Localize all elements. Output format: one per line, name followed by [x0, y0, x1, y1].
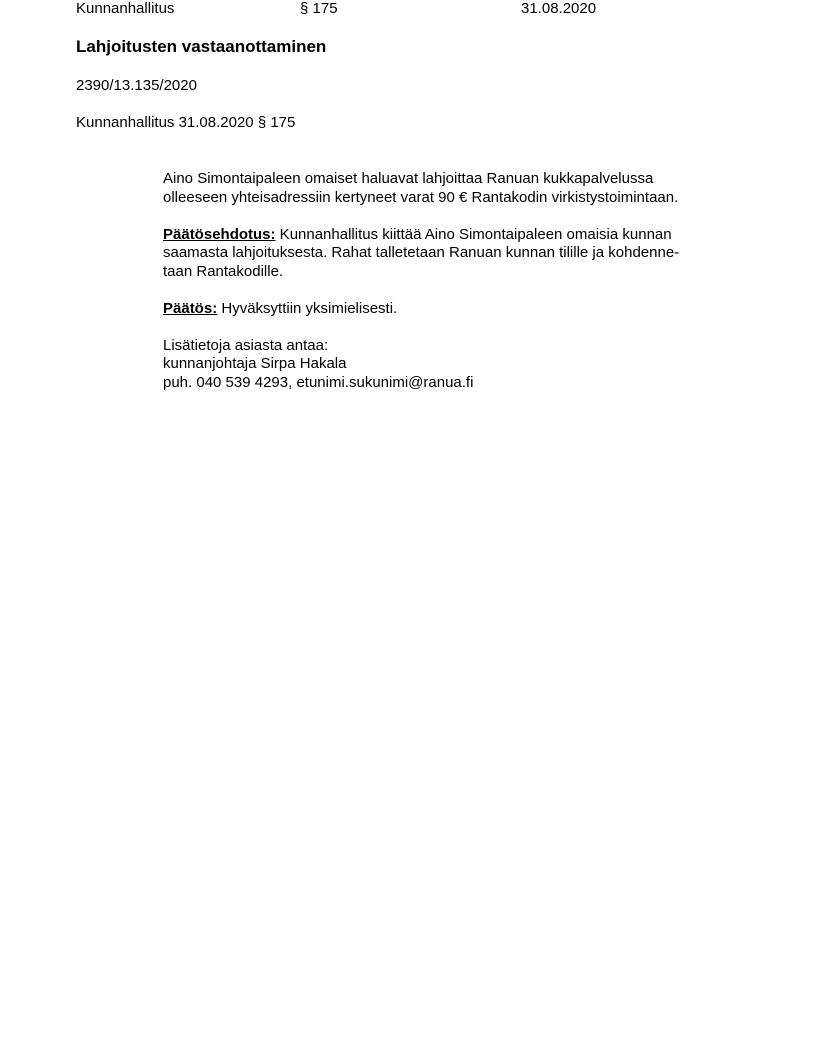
- proposal-label: Päätösehdotus:: [163, 225, 276, 243]
- document-body: [163, 170, 723, 392]
- proposal-line: taan Rantakodille.: [163, 262, 284, 280]
- page-header: [0, 0, 816, 20]
- proposal-line: saamasta lahjoituksesta. Rahat talletetaan Ranuan kunnan tilille ja kohdenne-: [163, 244, 680, 261]
- document-title: Lahjoitusten vastaanottaminen: [76, 37, 327, 56]
- intro-paragraph: [163, 170, 723, 207]
- contact-paragraph: [163, 337, 723, 393]
- decision-paragraph: [163, 300, 723, 319]
- contact-line: Lisätietoja asiasta antaa:: [163, 336, 329, 354]
- meeting-reference: Kunnanhallitus 31.08.2020 § 175: [76, 114, 296, 131]
- proposal-paragraph: [163, 226, 723, 282]
- header-body-name: Kunnanhallitus: [76, 0, 175, 17]
- proposal-text: Kunnanhallitus kiittää Aino Simontaipaleen omaisia kunnan: [275, 225, 672, 243]
- contact-details: puh. 040 539 4293, etunimi.sukunimi@ranua.fi: [163, 373, 474, 391]
- contact-person: kunnanjohtaja Sirpa Hakala: [163, 355, 347, 372]
- document-number: 2390/13.135/2020: [76, 77, 197, 94]
- decision-label: Päätös:: [163, 299, 218, 317]
- intro-line: olleeseen yhteisadressiin kertyneet varat 90 € Rantakodin virkistystoimintaan.: [163, 188, 679, 206]
- intro-line: Aino Simontaipaleen omaiset haluavat lahjoittaa Ranuan kukkapalvelussa: [163, 170, 654, 187]
- header-section-number: § 175: [300, 0, 338, 17]
- proposal-line: [163, 226, 723, 245]
- decision-text: Hyväksyttiin yksimielisesti.: [217, 299, 398, 317]
- header-date: 31.08.2020: [521, 0, 597, 17]
